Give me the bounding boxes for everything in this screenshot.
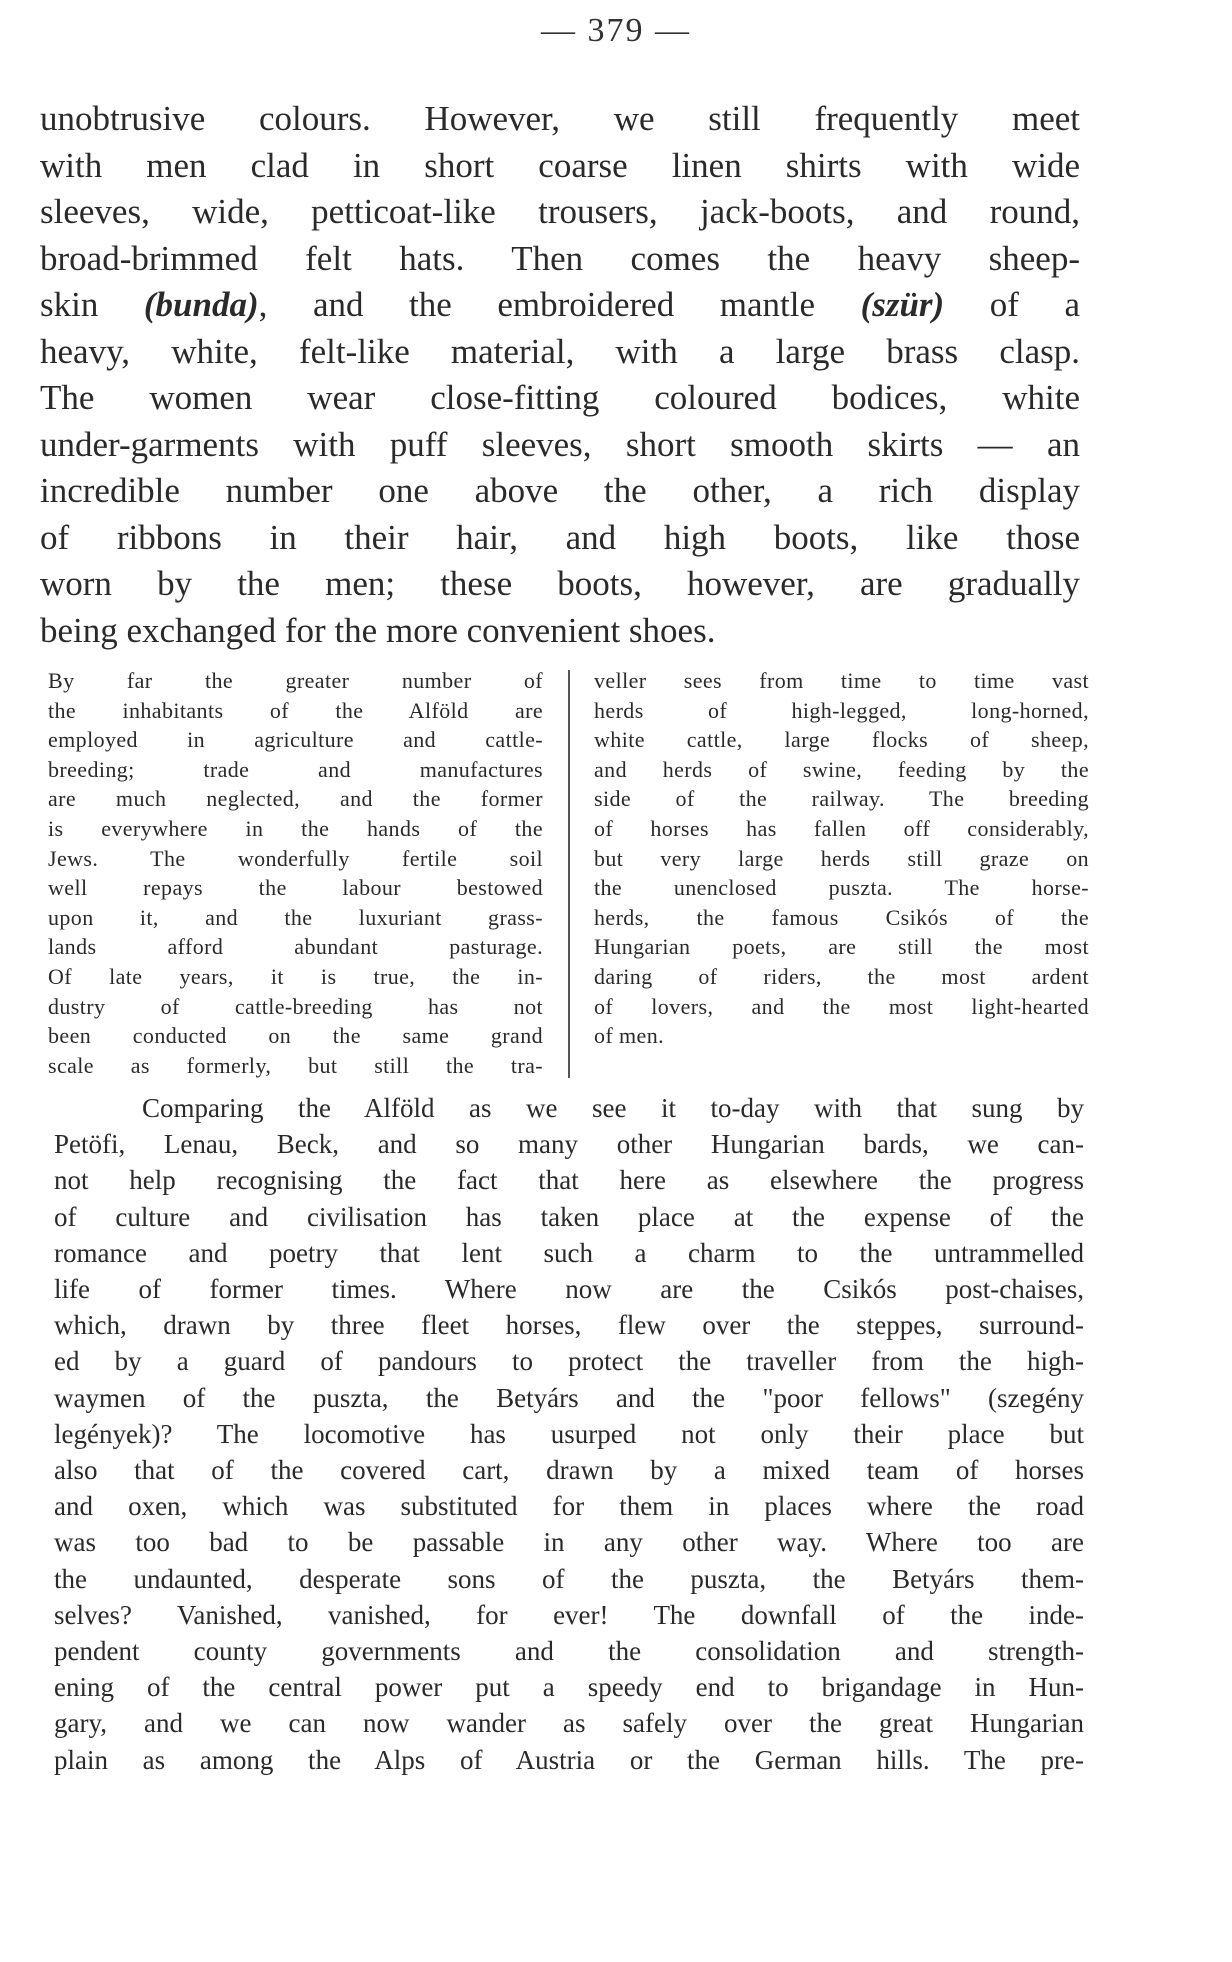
text-line: worn by the men; these boots, however, are gradually	[40, 564, 1080, 603]
text-line: the undaunted, desperate sons of the puszta, the Betyárs them-	[54, 1563, 1084, 1594]
column-line: is everywhere in the hands of the	[48, 815, 543, 841]
text-line: and oxen, which was substituted for them in places where the road	[54, 1491, 1084, 1522]
text-line: being exchanged for the more convenient shoes.	[40, 610, 716, 650]
text-line: Petöfi, Lenau, Beck, and so many other Hungarian bards, we can-	[54, 1129, 1084, 1160]
column-line: white cattle, large flocks of sheep,	[594, 727, 1089, 753]
column-line: breeding; trade and manufactures	[48, 756, 543, 782]
column-line: of men.	[594, 1023, 665, 1049]
column-line: By far the greater number of	[48, 668, 543, 693]
right-column	[594, 666, 1089, 1051]
column-line: Of late years, it is true, the in-	[48, 963, 543, 989]
text-line: waymen of the puszta, the Betyárs and the "poor fellows" (szegény	[54, 1382, 1084, 1413]
column-line: of lovers, and the most light-hearted	[594, 993, 1089, 1019]
text-line: life of former times. Where now are the Csikós post-chaises,	[54, 1274, 1084, 1305]
column-line: upon it, and the luxuriant grass-	[48, 904, 543, 930]
column-line: employed in agriculture and cattle-	[48, 727, 543, 753]
text-line: also that of the covered cart, drawn by a mixed team of horses	[54, 1455, 1084, 1486]
text-line: which, drawn by three fleet horses, flew over the steppes, surround-	[54, 1310, 1084, 1341]
column-line: well repays the labour bestowed	[48, 875, 543, 901]
text-line: not help recognising the fact that here as elsewhere the progress	[54, 1165, 1084, 1196]
page-number: — 379 —	[541, 12, 691, 49]
column-divider	[568, 670, 570, 1078]
two-column-section	[48, 666, 1089, 1082]
text-line: gary, and we can now wander as safely over the great Hungarian	[54, 1708, 1084, 1739]
text-line: sleeves, wide, petticoat-like trousers, jack-boots, and round,	[40, 192, 1080, 231]
italic-term: (szür)	[860, 285, 945, 324]
column-line: Hungarian poets, are still the most	[594, 934, 1089, 960]
column-line: dustry of cattle-breeding has not	[48, 993, 543, 1019]
text-line: ed by a guard of pandours to protect the traveller from the high-	[54, 1346, 1084, 1377]
column-line: scale as formerly, but still the tra-	[48, 1052, 543, 1078]
column-line: the unenclosed puszta. The horse-	[594, 875, 1089, 901]
column-line: herds, the famous Csikós of the	[594, 904, 1089, 930]
text-line: selves? Vanished, vanished, for ever! The downfall of the inde-	[54, 1599, 1084, 1630]
column-line: lands afford abundant pasturage.	[48, 934, 543, 960]
text-line: under-garments with puff sleeves, short smooth skirts — an	[40, 424, 1080, 464]
column-line: daring of riders, the most ardent	[594, 963, 1089, 989]
text-line: unobtrusive colours. However, we still frequently meet	[40, 99, 1080, 138]
text-line: pendent county governments and the consolidation and strength-	[54, 1636, 1084, 1667]
text-line: of culture and civilisation has taken place at the expense of the	[54, 1201, 1084, 1232]
text-line: was too bad to be passable in any other way. Where too are	[54, 1527, 1084, 1558]
lead-paragraph	[40, 96, 1080, 654]
column-line: but very large herds still graze on	[594, 845, 1089, 871]
column-line: Jews. The wonderfully fertile soil	[48, 845, 543, 871]
column-line: veller sees from time to time vast	[594, 668, 1089, 693]
column-line: herds of high-legged, long-horned,	[594, 697, 1089, 723]
column-line: been conducted on the same grand	[48, 1023, 543, 1049]
text-line-with-italic-terms: skin (bunda), and the embroidered mantle (szür) of a	[40, 285, 1080, 324]
text-line: of ribbons in their hair, and high boots, like those	[40, 517, 1080, 557]
text-line: incredible number one above the other, a rich display	[40, 471, 1080, 510]
text-line: Comparing the Alföld as we see it to-day with that sung by	[142, 1093, 1084, 1123]
column-line: the inhabitants of the Alföld are	[48, 697, 543, 723]
column-line: of horses has fallen off considerably,	[594, 815, 1089, 841]
text-line: plain as among the Alps of Austria or the German hills. The pre-	[54, 1744, 1084, 1775]
text-line: romance and poetry that lent such a charm to the untrammelled	[54, 1237, 1084, 1268]
left-column	[48, 666, 543, 1080]
column-line: are much neglected, and the former	[48, 786, 543, 812]
column-line: side of the railway. The breeding	[594, 786, 1089, 812]
text-line: with men clad in short coarse linen shirts with wide	[40, 145, 1080, 185]
closing-paragraph	[54, 1090, 1084, 1778]
text-line: heavy, white, felt-like material, with a large brass clasp.	[40, 331, 1080, 371]
text-line: broad-brimmed felt hats. Then comes the heavy sheep-	[40, 238, 1080, 278]
text-line: The women wear close-fitting coloured bodices, white	[40, 378, 1080, 417]
text-line: ening of the central power put a speedy end to brigandage in Hun-	[54, 1672, 1084, 1703]
italic-term: (bunda)	[143, 285, 259, 324]
text-line: legények)? The locomotive has usurped not only their place but	[54, 1418, 1084, 1449]
column-line: and herds of swine, feeding by the	[594, 756, 1089, 782]
